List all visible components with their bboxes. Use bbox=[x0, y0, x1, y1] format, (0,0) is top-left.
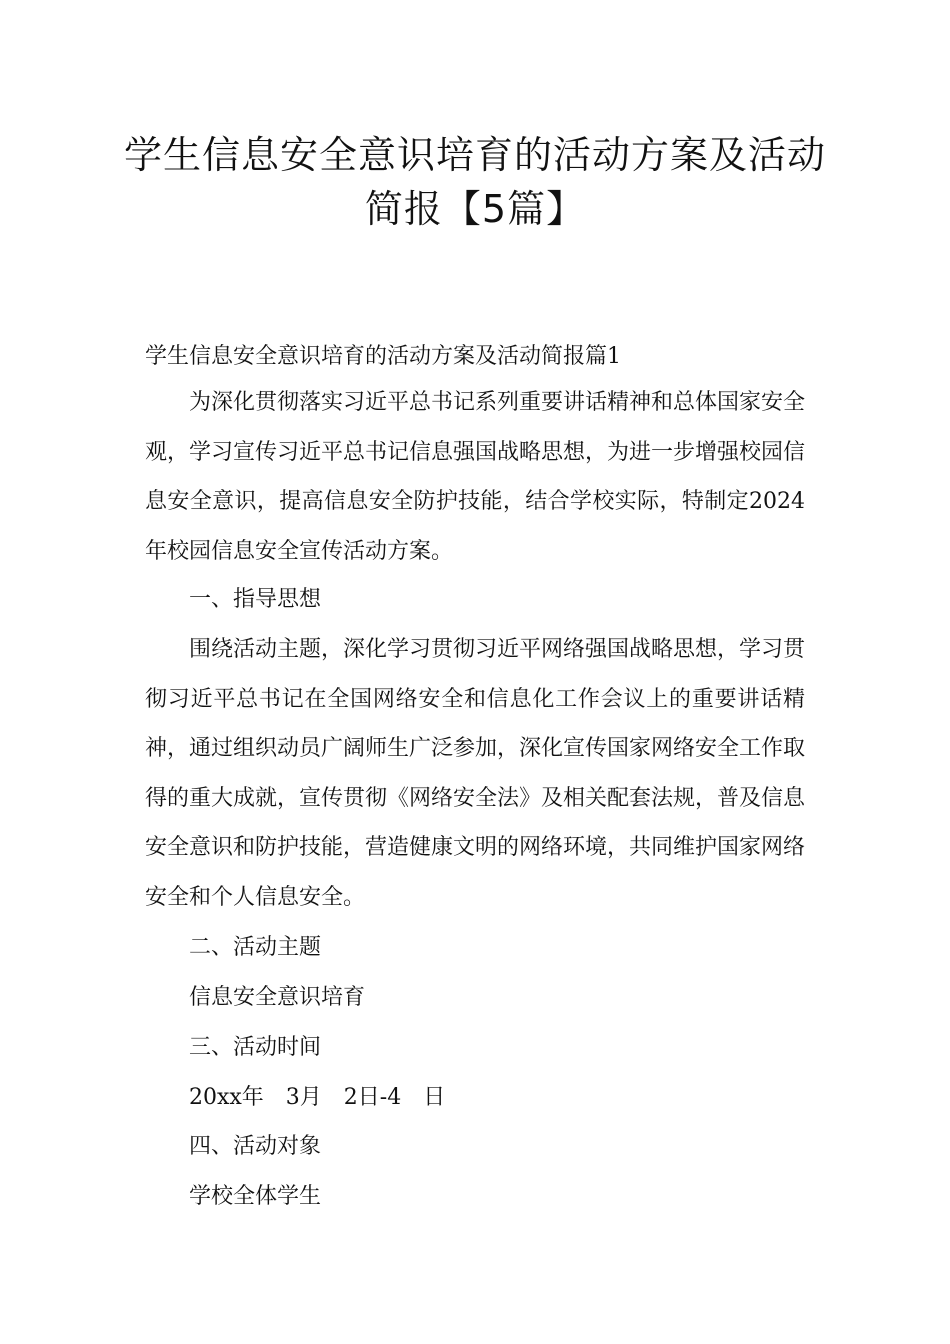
activity-audience-text: 学校全体学生 bbox=[189, 1184, 322, 1209]
section-heading-activity-time: 三、活动时间 bbox=[189, 1035, 322, 1060]
guiding-ideology-paragraph: 围绕活动主题，深化学习贯彻习近平网络强国战略思想，学习贯彻习近平总书记在全国网络安全和信息化工作会议上的重要讲话精神，通过组织动员广阔师生广泛参加，深化宣传国家网络安全工作取得的重大成就，宣传贯彻《网络安全法》及相关配套法规，普及信息安全意识和防护技能，营造健康文明的网络环境，共同维护国家网络安全和个人信息安全。 bbox=[145, 637, 806, 910]
activity-theme-text: 信息安全意识培育 bbox=[189, 985, 366, 1010]
section-heading-activity-theme: 二、活动主题 bbox=[189, 935, 322, 960]
document-subtitle: 学生信息安全意识培育的活动方案及活动简报篇1 bbox=[145, 344, 621, 369]
intro-paragraph: 为深化贯彻落实习近平总书记系列重要讲话精神和总体国家安全观，学习宣传习近平总书记信息强国战略思想，为进一步增强校园信息安全意识，提高信息安全防护技能，结合学校实际，特制定2024 年校园信息安全宣传活动方案。 bbox=[145, 390, 828, 564]
section-heading-activity-audience: 四、活动对象 bbox=[189, 1134, 322, 1159]
activity-time-text: 20xx年 3月 2日-4 日 bbox=[189, 1085, 446, 1110]
section-heading-guiding-ideology: 一、指导思想 bbox=[189, 587, 322, 612]
document-title: 学生信息安全意识培育的活动方案及活动简报【5篇】 bbox=[123, 133, 826, 231]
